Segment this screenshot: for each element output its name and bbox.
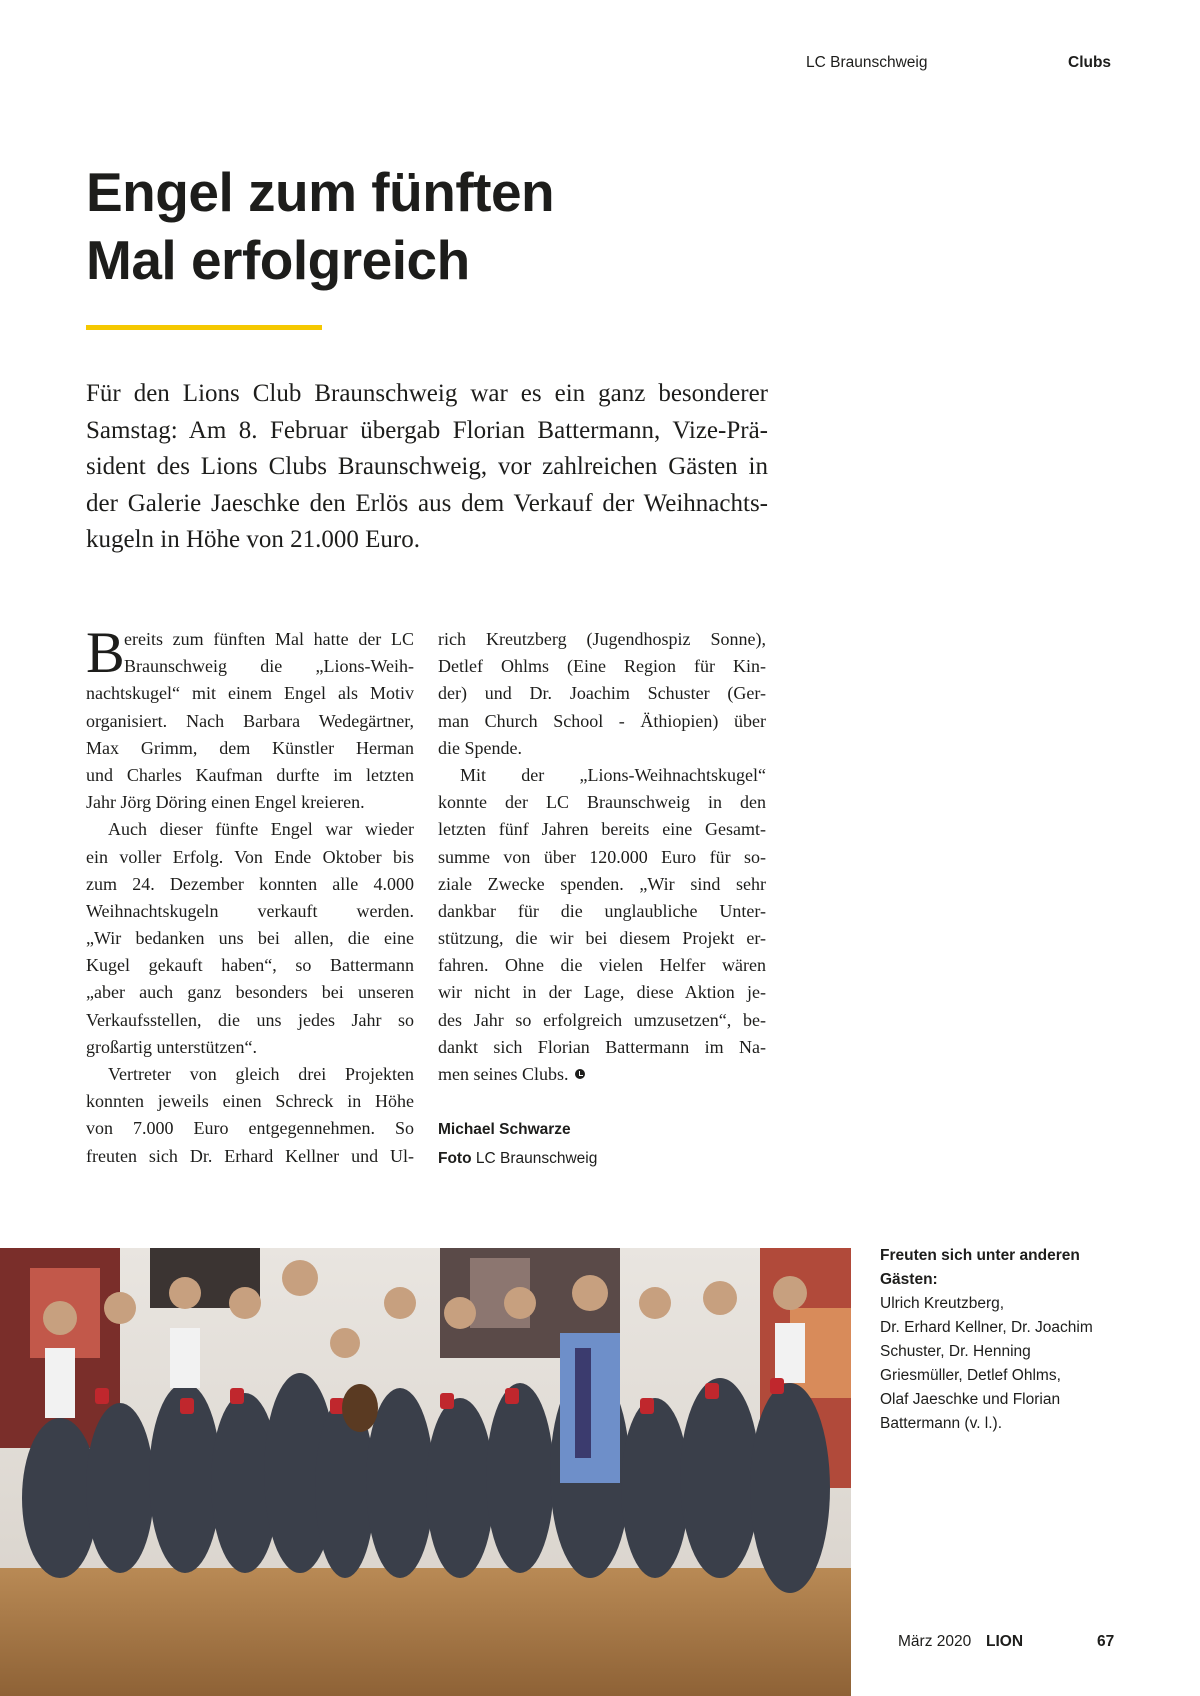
body-line: dankt sich Florian Battermann im Na- xyxy=(438,1036,766,1057)
photo-credit-label: Foto xyxy=(438,1150,472,1167)
photo-credit xyxy=(438,1150,597,1168)
body-line: Weihnachtskugeln verkauft werden. xyxy=(86,900,414,921)
body-line: fahren. Ohne die vielen Helfer wären xyxy=(438,955,766,976)
article-headline xyxy=(86,158,706,294)
article-lead xyxy=(86,376,768,559)
body-line: man Church School - Äthiopien) über xyxy=(438,710,766,731)
body-line: der) und Dr. Joachim Schuster (Ger- xyxy=(438,683,766,704)
body-line: Jahr Jörg Döring einen Engel kreieren. xyxy=(86,792,365,813)
running-head-section: Clubs xyxy=(1068,54,1112,71)
body-line: ziale Zwecke spenden. „Wir sind sehr xyxy=(438,873,766,894)
running-head-club: LC Braunschweig xyxy=(806,54,928,71)
caption-line xyxy=(880,1244,1120,1268)
body-line: zum 24. Dezember konnten alle 4.000 xyxy=(86,873,414,894)
body-line: konnten jeweils einen Schreck in Höhe xyxy=(86,1091,414,1112)
body-line: Verkaufsstellen, die uns jedes Jahr so xyxy=(86,1009,414,1030)
caption-line: Olaf Jaeschke und Florian xyxy=(880,1391,1061,1408)
caption-line: Dr. Erhard Kellner, Dr. Joachim xyxy=(880,1319,1093,1336)
body-line: summe von über 120.000 Euro für so- xyxy=(438,846,766,867)
body-line: Max Grimm, dem Künstler Herman xyxy=(86,737,414,758)
headline-line-2: Mal erfolgreich xyxy=(86,229,470,291)
photo-credit-source: LC Braunschweig xyxy=(475,1150,598,1167)
page-number: 67 xyxy=(1097,1633,1115,1650)
body-line: „aber auch ganz besonders bei unseren xyxy=(86,982,414,1003)
body-line: und Charles Kaufman durfte im letzten xyxy=(86,764,414,785)
body-line: konnte der LC Braunschweig in den xyxy=(438,792,766,813)
caption-line: Griesmüller, Detlef Ohlms, xyxy=(880,1367,1061,1384)
body-column-right xyxy=(438,626,766,1088)
body-paragraph xyxy=(438,626,766,762)
body-line: großartig unterstützen“. xyxy=(86,1036,257,1057)
body-line: von 7.000 Euro entgegennehmen. So xyxy=(86,1118,414,1139)
lead-line: Samstag: Am 8. Februar übergab Florian Battermann, Vize-Prä- xyxy=(86,416,768,444)
lead-line: kugeln in Höhe von 21.000 Euro. xyxy=(86,526,420,554)
caption-text: Ulrich Kreutzberg, xyxy=(880,1295,1005,1312)
lead-line: Für den Lions Club Braunschweig war es ein ganz besonderer xyxy=(86,380,768,407)
body-line: Mit der „Lions-Weihnachtskugel“ xyxy=(460,764,766,785)
body-paragraph xyxy=(86,620,414,816)
body-line-text: men seines Clubs. xyxy=(438,1064,569,1084)
accent-rule xyxy=(86,325,322,330)
caption-line: Battermann (v. l.). xyxy=(880,1415,1003,1432)
lead-line: sident des Lions Clubs Braunschweig, vor zahlreichen Gästen in xyxy=(86,453,768,481)
body-line: Detlef Ohlms (Eine Region für Kin- xyxy=(438,656,766,677)
footer-issue-date: März 2020 xyxy=(898,1633,972,1650)
headline-line-1: Engel zum fünften xyxy=(86,161,555,223)
body-line: ereits zum fünften Mal hatte der LC xyxy=(124,629,414,649)
body-line: ein voller Erfolg. Von Ende Oktober bis xyxy=(86,846,414,867)
caption-line xyxy=(880,1268,1120,1316)
lead-line: der Galerie Jaeschke den Erlös aus dem Verkauf der Weihnachts- xyxy=(86,489,768,517)
body-line: freuten sich Dr. Erhard Kellner und Ul- xyxy=(86,1145,414,1166)
body-line: die Spende. xyxy=(438,737,522,758)
caption-bold: Freuten sich unter anderen xyxy=(880,1247,1080,1264)
body-column-left xyxy=(86,620,414,1170)
body-line: des Jahr so erfolgreich umzusetzen“, be- xyxy=(438,1009,766,1030)
body-line: wir nicht in der Lage, diese Aktion je- xyxy=(438,982,766,1003)
drop-cap: B xyxy=(86,620,125,685)
body-paragraph xyxy=(86,816,414,1061)
body-line: dankbar für die unglaubliche Unter- xyxy=(438,900,766,921)
body-line: Kugel gekauft haben“, so Battermann xyxy=(86,955,414,976)
body-line: organisiert. Nach Barbara Wedegärtner, xyxy=(86,710,414,731)
caption-bold: Gästen: xyxy=(880,1271,938,1288)
body-line: Auch dieser fünfte Engel war wieder xyxy=(108,819,414,840)
body-line: letzten fünf Jahren bereits eine Gesamt- xyxy=(438,819,766,840)
lion-end-icon xyxy=(575,1069,585,1079)
caption-line: Schuster, Dr. Henning xyxy=(880,1343,1031,1360)
body-paragraph xyxy=(86,1061,414,1170)
body-line: „Wir bedanken uns bei allen, die eine xyxy=(86,928,414,949)
group-photo xyxy=(0,1248,851,1696)
photo-caption xyxy=(880,1244,1120,1436)
body-line: rich Kreutzberg (Jugendhospiz Sonne), xyxy=(438,629,766,649)
body-line-final xyxy=(438,1061,766,1088)
body-line: nachtskugel“ mit einem Engel als Motiv xyxy=(86,683,414,704)
body-line: Vertreter von gleich drei Projekten xyxy=(108,1064,414,1084)
author-name: Michael Schwarze xyxy=(438,1121,571,1138)
body-line: stützung, die wir bei diesem Projekt er- xyxy=(438,928,766,949)
body-line: Braunschweig die „Lions-Weih- xyxy=(124,656,414,677)
body-paragraph xyxy=(438,762,766,1088)
footer-magazine-name: LION xyxy=(986,1633,1024,1650)
